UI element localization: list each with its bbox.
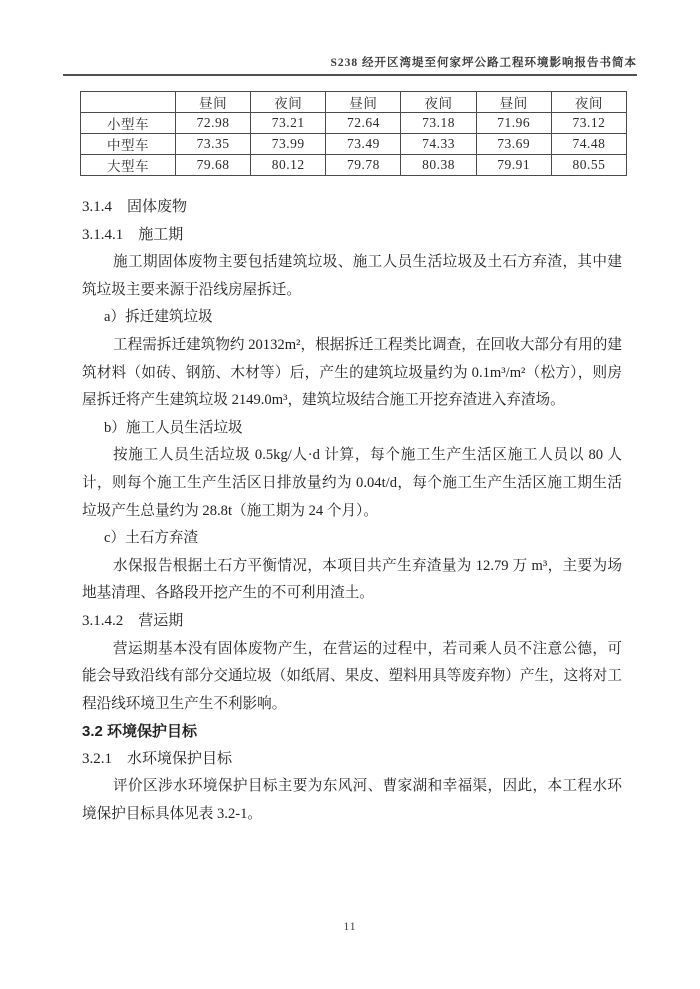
table-cell: 74.48 — [551, 134, 626, 155]
table-cell: 73.49 — [326, 134, 401, 155]
heading-3-1-4-2-operation: 3.1.4.2 营运期 — [82, 612, 184, 629]
page-number: 11 — [343, 921, 357, 933]
page-footer — [0, 921, 700, 933]
table-cell: 73.18 — [401, 113, 476, 134]
table-row-small-vehicle — [81, 113, 627, 134]
heading-3-1-4-1-construction: 3.1.4.1 施工期 — [82, 226, 184, 243]
table-header-cell-night: 夜间 — [401, 92, 476, 113]
paragraph-water-targets: 评价区涉水环境保护目标主要为东风河、曹家湖和幸福渠，因此，本工程水环境保护目标具体见表 3.2-1。 — [82, 778, 622, 823]
table-cell: 80.12 — [251, 155, 326, 176]
table-header-cell-night: 夜间 — [251, 92, 326, 113]
heading-3-2-1-water-targets: 3.2.1 水环境保护目标 — [82, 750, 233, 767]
heading-3-1-4-solid-waste: 3.1.4 固体废物 — [82, 199, 188, 215]
subheading-c-spoil: c）土石方弃渣 — [104, 530, 199, 547]
table-header-cell-blank — [81, 92, 176, 113]
row-label: 中型车 — [81, 134, 176, 155]
table-cell: 73.12 — [551, 113, 626, 134]
table-header-row — [81, 92, 627, 113]
table-cell: 74.33 — [401, 134, 476, 155]
table-cell: 73.69 — [476, 134, 551, 155]
document-body — [82, 194, 622, 829]
table-cell: 79.78 — [326, 155, 401, 176]
table-cell: 72.64 — [326, 113, 401, 134]
table-cell: 73.21 — [251, 113, 326, 134]
vehicle-noise-table — [80, 91, 627, 176]
paragraph-demolition-waste: 工程需拆迁建筑物约 20132m²，根据拆迁工程类比调查，在回收大部分有用的建筑材料（如砖、钢筋、木材等）后，产生的建筑垃圾量约为 0.1m³/m²（松方），则房屋拆迁将产生建筑垃圾 2149.0m³，建筑垃圾结合施工开挖弃渣进入弃渣场。 — [82, 336, 622, 409]
table-header-cell-day: 昼间 — [176, 92, 251, 113]
subheading-b-domestic-waste: b）施工人员生活垃圾 — [104, 419, 243, 436]
table-row-medium-vehicle — [81, 134, 627, 155]
paragraph-domestic-waste: 按施工人员生活垃圾 0.5kg/人·d 计算，每个施工生产生活区施工人员以 80 人计，则每个施工生产生活区日排放量约为 0.04t/d，每个施工生产生活区施工期生活垃圾产生总量约为 28.8t（施工期为 24 个月）。 — [82, 447, 622, 519]
table-header-cell-night: 夜间 — [551, 92, 626, 113]
paragraph-spoil: 水保报告根据土石方平衡情况，本项目共产生弃渣量为 12.79 万 m³，主要为场地基清理、各路段开挖产生的不可利用渣土。 — [82, 557, 622, 602]
table-cell: 72.98 — [176, 113, 251, 134]
table-row-large-vehicle — [81, 155, 627, 176]
table-cell: 73.35 — [176, 134, 251, 155]
table-cell: 79.68 — [176, 155, 251, 176]
paragraph-construction-waste: 施工期固体废物主要包括建筑垃圾、施工人员生活垃圾及土石方弃渣，其中建筑垃圾主要来源于沿线房屋拆迁。 — [82, 254, 622, 298]
table-cell: 80.55 — [551, 155, 626, 176]
table-cell: 79.91 — [476, 155, 551, 176]
table-cell: 80.38 — [401, 155, 476, 176]
page-header — [63, 0, 637, 76]
paragraph-operation-waste: 营运期基本没有固体废物产生，在营运的过程中，若司乘人员不注意公德，可能会导致沿线有部分交通垃圾（如纸屑、果皮、塑料用具等废弃物）产生，这将对工程沿线环境卫生产生不利影响。 — [82, 640, 622, 712]
table-header-cell-day: 昼间 — [326, 92, 401, 113]
row-label: 大型车 — [81, 155, 176, 176]
report-header-title: S238 经开区湾堤至何家坪公路工程环境影响报告书简本 — [330, 57, 637, 69]
row-label: 小型车 — [81, 113, 176, 134]
subheading-a-demolition-waste: a）拆迁建筑垃圾 — [104, 309, 213, 326]
table-cell: 73.99 — [251, 134, 326, 155]
table-cell: 71.96 — [476, 113, 551, 134]
heading-3-2-protection-targets: 3.2 环境保护目标 — [82, 723, 198, 741]
table-header-cell-day: 昼间 — [476, 92, 551, 113]
